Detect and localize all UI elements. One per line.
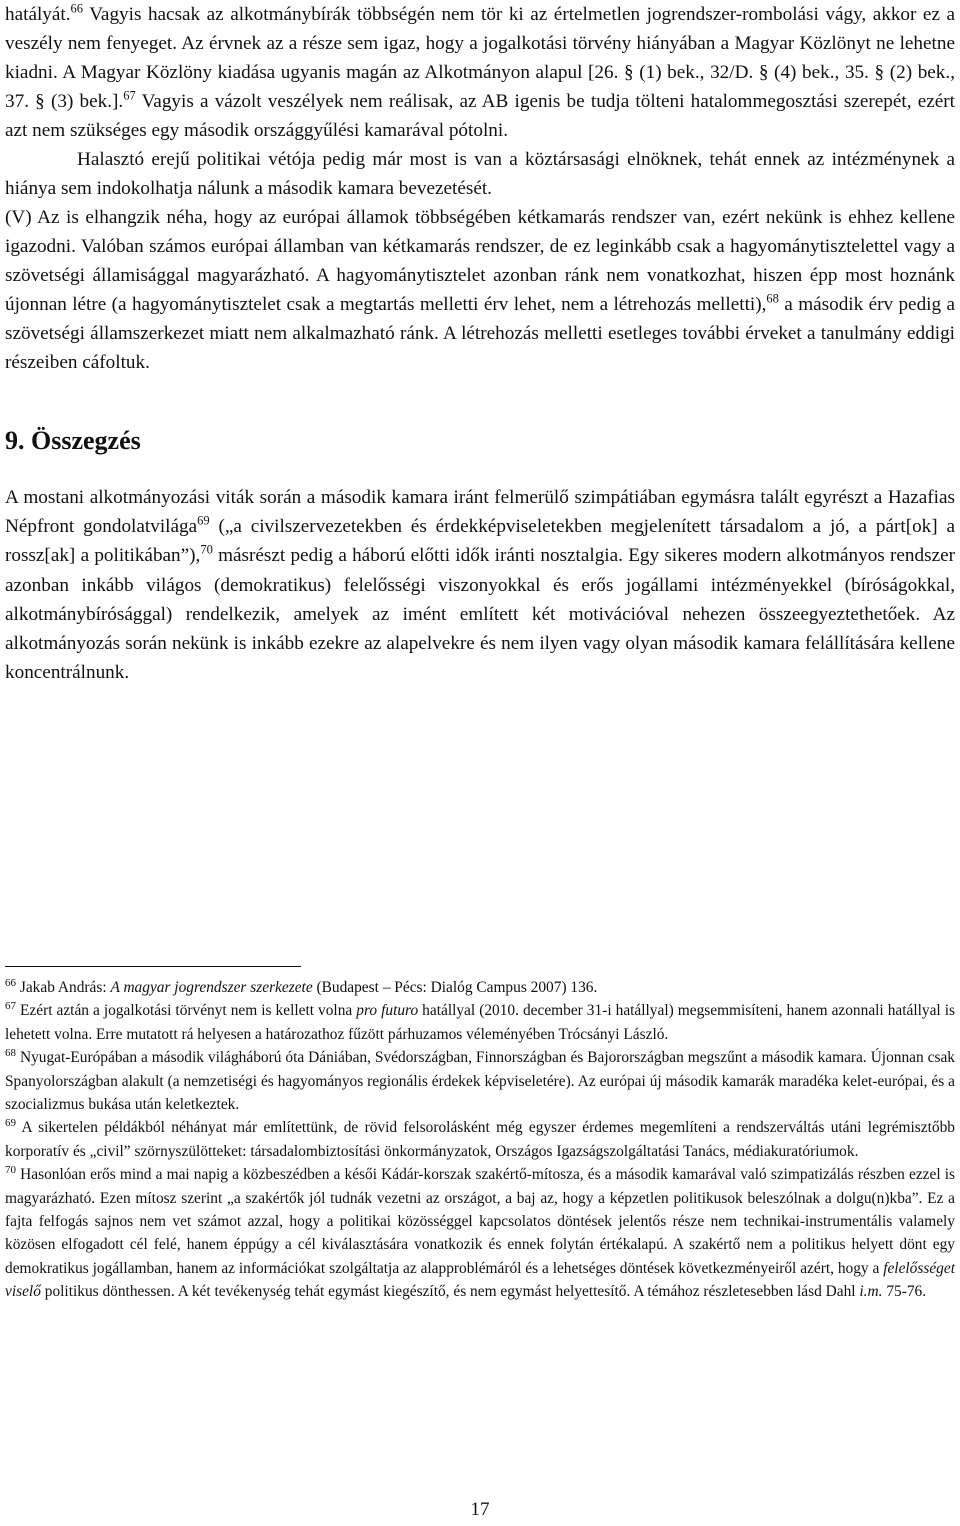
text-run: 75-76. xyxy=(882,1283,927,1301)
footnote-number: 70 xyxy=(5,1164,16,1177)
footnote-number: 69 xyxy=(5,1117,16,1130)
footnote-ref-67[interactable]: 67 xyxy=(123,88,136,103)
text-run: a második érv pedig a szövetségi államszerkezet miatt nem alkalmazható ránk. A létrehozás melletti esetleges további érveket a tanulmány eddigi részeiben cáfoltuk. xyxy=(5,294,955,373)
footnote-number: 66 xyxy=(5,976,16,989)
book-title: A magyar jogrendszer szerkezete xyxy=(110,979,313,996)
footnote-number: 68 xyxy=(5,1047,16,1060)
text-run: Ezért aztán a jogalkotási törvényt nem is kellett volna xyxy=(16,1002,357,1020)
text-run: A sikertelen példákból néhányat már említettünk, de rövid felsorolásként még egyszer érdemes megemlíteni a rendszerváltás utáni legrémisztőbb korporatív és „civil” szörnyszülötteket: társadalombiztosítási önkormányzatok, Országos Igazságszolgáltatási Tanács, médiakuratóriumok. xyxy=(5,1119,955,1160)
text-run: Vagyis hacsak az alkotmánybírák többségén nem tör ki az értelmetlen jogrendszer-rombolási vágy, akkor ez a veszély nem fenyeget. Az érvnek az a része sem igaz, hogy a jogalkotási törvény hiányában a Magyar Közlönyt ne lehetne kiadni. A Magyar Közlöny kiadása ugyanis magán az Alkotmányon alapul [26. § (1) bek., 32/D. § (4) bek., 35. § (2) bek., 37. § (3) bek.]. xyxy=(5,4,955,112)
footnote-ref-69[interactable]: 69 xyxy=(197,513,210,528)
text-run: A mostani alkotmányozási viták során a második kamara iránt felmerülő szimpátiában egymásra talált egyrészt a Hazafias Népfront gondolatvilága xyxy=(5,487,955,538)
text-run: (V) Az is elhangzik néha, hogy az európai államok többségében kétkamarás rendszer van, ezért nekünk is ehhez kellene igazodni. Valóban számos európai államban van kétkamarás rendszer, de ez leginkább csak a hagyománytisztelettel vagy a szövetségi államisággal magyarázható. A hagyománytisztelet azonban ránk nem vonatkozhat, hiszen épp most hoznánk újonnan létre (a hagyománytisztelet csak a megtartás melletti érv lehet, nem a létrehozás melletti), xyxy=(5,207,955,315)
footnote-68 xyxy=(5,1046,955,1116)
document-page xyxy=(5,0,955,1526)
footnote-70 xyxy=(5,1163,955,1303)
text-run: Hasonlóan erős mind a mai napig a közbeszédben a késői Kádár-korszak szakértő-mítosza, és a második kamarával való szimpatizálás részben ezzel is magyarázható. Ezen mítosz szerint „a szakértők jól tudnák vezetni az országot, a baj az, hogy a képzetlen politikusok beleszólnak a dolgu(n)kba”. Ez a fajta felfogás sajnos nem vet számot azzal, hogy a politikai közösséggel kapcsolatos döntések jelentős része nem technikai-instrumentális valamely közösen elfogadott cél felé, hanem éppúgy a cél kiválasztására vonatkozik és ennek folytán értékalapú. A szakértő nem a politikus helyett dönt egy demokratikus jogállamban, hanem az információkat szolgáltatja az alapproblémáról és a lehetséges döntések következményeiről azért, hogy a xyxy=(5,1166,955,1277)
italic-term: pro futuro xyxy=(356,1002,419,1020)
text-run: hatályát. xyxy=(5,4,71,25)
italic-term: i.m. xyxy=(859,1283,883,1301)
italic-term: felelősséget viselő xyxy=(5,1259,955,1301)
section-text xyxy=(5,483,955,687)
section-heading: 9. Összegzés xyxy=(5,426,141,455)
page-number: 17 xyxy=(470,1499,490,1520)
paragraph xyxy=(5,203,955,377)
text-run: másrészt pedig a háború előtti idők iránti nosztalgia. Egy sikeres modern alkotmányos rendszer azonban inkább világos (demokratikus) felelősségi viszonyokkal és erős jogállami intézményekkel (bíróságokkal, alkotmánybírósággal) rendelkezik, amelyek az imént említett két motivációval nehezen összeegyeztethetőek. Az alkotmányozás során nekünk is inkább ezekre az alapelvekre és nem ilyen vagy olyan második kamara felállítására kellene koncentrálnunk. xyxy=(5,545,955,684)
footnote-ref-70[interactable]: 70 xyxy=(200,542,213,557)
text-run: Vagyis a vázolt veszélyek nem reálisak, az AB igenis be tudja tölteni hatalommegosztási szerepét, ezért azt nem szükséges egy második országgyűlési kamarával pótolni. xyxy=(5,91,956,141)
footnote-ref-68[interactable]: 68 xyxy=(766,291,779,306)
footnote-number: 67 xyxy=(5,1000,16,1013)
text-run: (Budapest – Pécs: Dialóg Campus 2007) 136. xyxy=(312,979,598,996)
text-run: („a civilszervezetekben és érdekképviseletekben megjelenített társadalom a jó, a párt[ok] a rossz[ak] a politikában”), xyxy=(5,516,956,567)
footnote-67 xyxy=(5,999,955,1046)
footnote-69 xyxy=(5,1116,955,1163)
footnotes xyxy=(5,976,955,1304)
footnote-66 xyxy=(5,976,955,999)
text-run: politikus dönthessen. A két tevékenység tehát egymást kiegészítő, és nem egymást helyettesítő. A témához részletesebben lásd Dahl xyxy=(40,1283,860,1301)
paragraph: Halasztó erejű politikai vétója pedig már most is van a köztársasági elnöknek, tehát ennek az intézménynek a hiánya sem indokolhatja nálunk a második kamara bevezetését. xyxy=(5,149,955,199)
body-text xyxy=(5,0,955,377)
text-run: Nyugat-Európában a második világháború óta Dániában, Svédországban, Finnországban és Bajorországban megszűnt a második kamara. Újonnan csak Spanyolországban alakult (a nemzetiségi és hagyományos regionális érdekek képviseletére). Az európai új második kamarák maradéka kelet-európai, és a szocializmus bukása után keletkeztek. xyxy=(5,1049,955,1114)
footnote-ref-66[interactable]: 66 xyxy=(70,1,84,16)
text-run: Jakab András: xyxy=(16,979,111,996)
paragraph xyxy=(5,0,955,145)
paragraph xyxy=(5,483,955,687)
text-run: hatállyal (2010. december 31-i hatállyal) megsemmisíteni, hanem azonnali hatállyal is lehetett volna. Erre mutatott rá helyesen a határozathoz fűzött párhuzamos véleményében Trócsányi László. xyxy=(5,1002,955,1043)
footnote-separator xyxy=(5,966,301,967)
